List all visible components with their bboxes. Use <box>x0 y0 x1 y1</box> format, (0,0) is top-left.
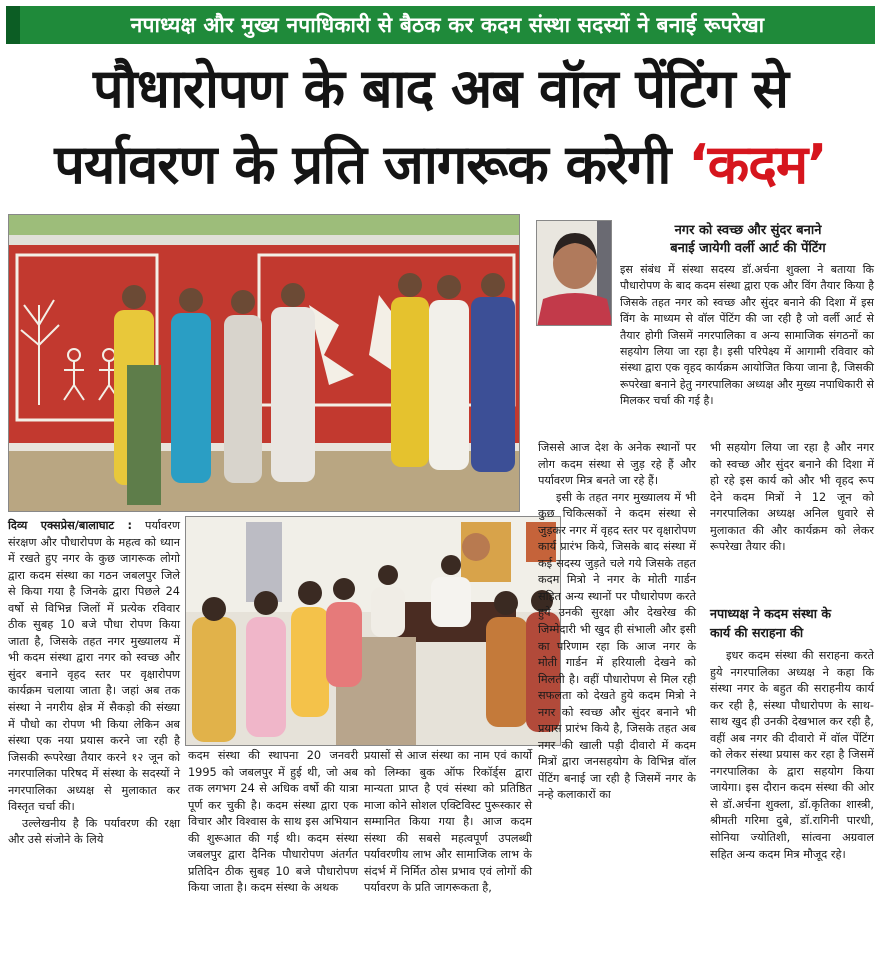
article-column-5: भी सहयोग लिया जा रहा है और नगर को स्वच्छ और सुंदर बनाने की दिशा में हो रहे इस कार्य को और भी वृहद रूप देने कदम मित्रों ने 12 जून को नगरपालिका अध्यक्ष अनिल धुवारे से मुलाकात की और कार्यक्रम को लेकर रूपरेखा तैयार की। <box>710 441 874 554</box>
article-col1-para2: उल्लेखनीय है कि पर्यावरण की रक्षा और उसे संजोने के लिये <box>8 816 180 847</box>
article-column-4 <box>538 440 696 804</box>
subhead-appreciation-line2: कार्य की सराहना की <box>710 625 804 640</box>
meeting-photo <box>185 516 561 746</box>
article-column-3: प्रयासों से आज संस्था का नाम एवं कार्यो को लिम्का बुक ऑफ रिकॉर्ड्स द्वारा मान्यता प्राप्त है एवं संस्था को प्रतिष्ठित माजा कोने सोशल एक्टिविस्ट पुरूस्कार से सम्मानित किया गया है। आज कदम संस्था की सबसे महत्वपूर्ण उपलब्धी पर्यावरणीय लाभ और सामाजिक लाभ के संदर्भ में निर्मित ठोस प्रभाव एवं लोगों की पर्यावरण के प्रति जागरूकता है, <box>364 749 532 895</box>
article-col4-top: जिससे आज देश के अनेक स्थानों पर लोग कदम संस्था से जुड़ रहे हैं और पर्यावरण मित्र बनते जा रहे हैं। <box>538 441 696 488</box>
sidebar-heading <box>620 222 876 258</box>
headline-highlight: ‘कदम’ <box>688 133 827 196</box>
subhead-appreciation-line1: नपाध्यक्ष ने कदम संस्था के <box>710 606 832 621</box>
article-col1-text: पर्यावरण संरक्षण और पौधारोपण के महत्व को ध्यान में रखते हुए नगर के कुछ जागरूक लोगो द्वारा कदम संस्था का गठन जबलपुर जिले से किया गया है जिनके द्वारा पिछले 24 वर्षो से विभिन्न जिलों में प्रत्येक रविवार ठीक सुबह 10 बजे पौधा रोपण किया जाता है, जिसके तहत नगर मुख्यालय में भी कदम संस्था द्वारा नगर को स्वच्छ और सुंदर बनाने वृहद स्तर पर वृक्षारोपण कार्यक्रम चलाया जाता है। जहां अब तक संस्था ने नगरीय क्षेत्र में सैकड़ो की संख्या में पौधो का रोपण भी किया लेकिन अब संस्था एक नया प्रयास करने जा रही है जिसकी रूपरेखा तैयार करने १२ जून को नगरपालिका परिषद में संस्था के सदस्यों ने नगरपालिका अध्यक्ष से मुलाकात कर विस्तृत चर्चा की। <box>8 519 180 814</box>
byline: दिव्य एक्सप्रेस/बालाघाट : <box>8 519 132 532</box>
article-column-1 <box>8 518 180 849</box>
wall-painting-photo <box>8 214 520 512</box>
portrait-photo <box>536 220 612 326</box>
strap-headline: नपाध्यक्ष और मुख्य नपाधिकारी से बैठक कर कदम संस्था सदस्यों ने बनाई रूपरेखा <box>6 6 875 44</box>
headline-line1: पौधारोपण के बाद अब वॉल पेंटिंग से <box>93 57 788 120</box>
sidebar-heading-line2: बनाई जायेगी वर्ली आर्ट की पेंटिंग <box>670 241 826 256</box>
headline-line2 <box>6 126 875 204</box>
article-col4-para2: इसी के तहत नगर मुख्यालय में भी कुछ चिकित्सकों ने कदम संस्था से जुड़कर नगर में वृहद स्तर पर वृक्षारोपण कार्य प्रारंभ किये, जिसके बाद संस्था में कई सदस्य जुड़ते चले गये जिसके तहत कदम मित्रो ने नगर के मोती गार्डन सहित अन्य स्थानों पर पौधारोपण करते हुये उनकी सुरक्षा और देखरेख की जिम्मेदारी भी खुद ही संभाली और इसी का परिणाम रहा कि आज नगर के मोती गार्डन में हरियाली देखने को मिलती है। वहीं पौधारोपण से मिल रही सफलता को देखते हुये कदम मित्रो ने नगर को स्वच्छ और सुंदर बनाने भी प्रयास प्रारंभ किये है, जिसके तहत अब नगर की खाली पड़ी दीवारो में कदम मित्रों द्वारा जनसहयोग के विभिन्न वॉल पेंटिंग बनाई जा रही है जिसमें नगर के नन्हे कलाकारों का <box>538 490 696 802</box>
sidebar-text: इस संबंध में संस्था सदस्य डॉ.अर्चना शुक्ला ने बताया कि पौधारोपण के बाद कदम संस्था द्वारा एक और विंग तैयार किया है जिसके तहत नगर को स्वच्छ और सुंदर बनाने की दिशा में इस विंग के माध्यम से वॉल पेंटिंग की जा रही है जो वर्ली आर्ट से तैयार होगी जिसमें नगरपालिका व अन्य सामाजिक संगठनों का सहयोग लिया जा रहा है। इसी परिपेक्ष्य में आगामी रविवार को संस्था द्वारा एक वृहद कार्यक्रम आयोजित किया जाना है, जिसकी रूपरेखा बनाने हेतु नगरपालिका अध्यक्ष और मुख्य नपाधिकारी से मिलकर चर्चा की गई है। <box>620 263 874 408</box>
subhead-appreciation <box>710 604 876 642</box>
article-column-2: कदम संस्था की स्थापना 20 जनवरी 1995 को जबलपुर में हुई थी, जो अब तक लगभग 24 से अधिक वर्षो की यात्रा पूर्ण कर चुकी है। कदम संस्था द्वारा एक विचार और विश्वास के साथ इस अभियान की शुरूआत की गई थी। कदम संस्था जबलपुर द्वारा दैनिक पौधारोपण अंतर्गत प्रतिदिन ठीक सुबह 10 बजे पौधारोपण किया जाता है। कदम संस्था के अथक <box>188 749 358 895</box>
sidebar-heading-line1: नगर को स्वच्छ और सुंदर बनाने <box>674 223 822 238</box>
article-column-5-bottom: इधर कदम संस्था की सराहना करते हुये नगरपालिका अध्यक्ष ने कहा कि संस्था नगर के बहुत की सराहनीय कार्य कर रही है, संस्था पौधारोपण के साथ-साथ खुद ही उनकी देखभाल कर रही है, वहीं अब नगर की दीवारो में वॉल पेंटिंग को लेकर संस्था प्रयास कर रहा है जिसमें नगरपालिका के द्वारा सहयोग किया जायेगा। इस दौरान कदम संस्था की ओर से डॉ.अर्चना शुक्ला, डॉ.कृतिका शास्त्री, श्रीमती गरिमा दुबे, डॉ.रागिनी पारधी, सोनिया ज्योतिशी, सांत्वना अग्रवाल सहित अन्य कदम मित्र मौजूद रहे। <box>710 649 874 861</box>
headline-line2-text: पर्यावरण के प्रति जागरूक करेगी <box>54 133 671 196</box>
